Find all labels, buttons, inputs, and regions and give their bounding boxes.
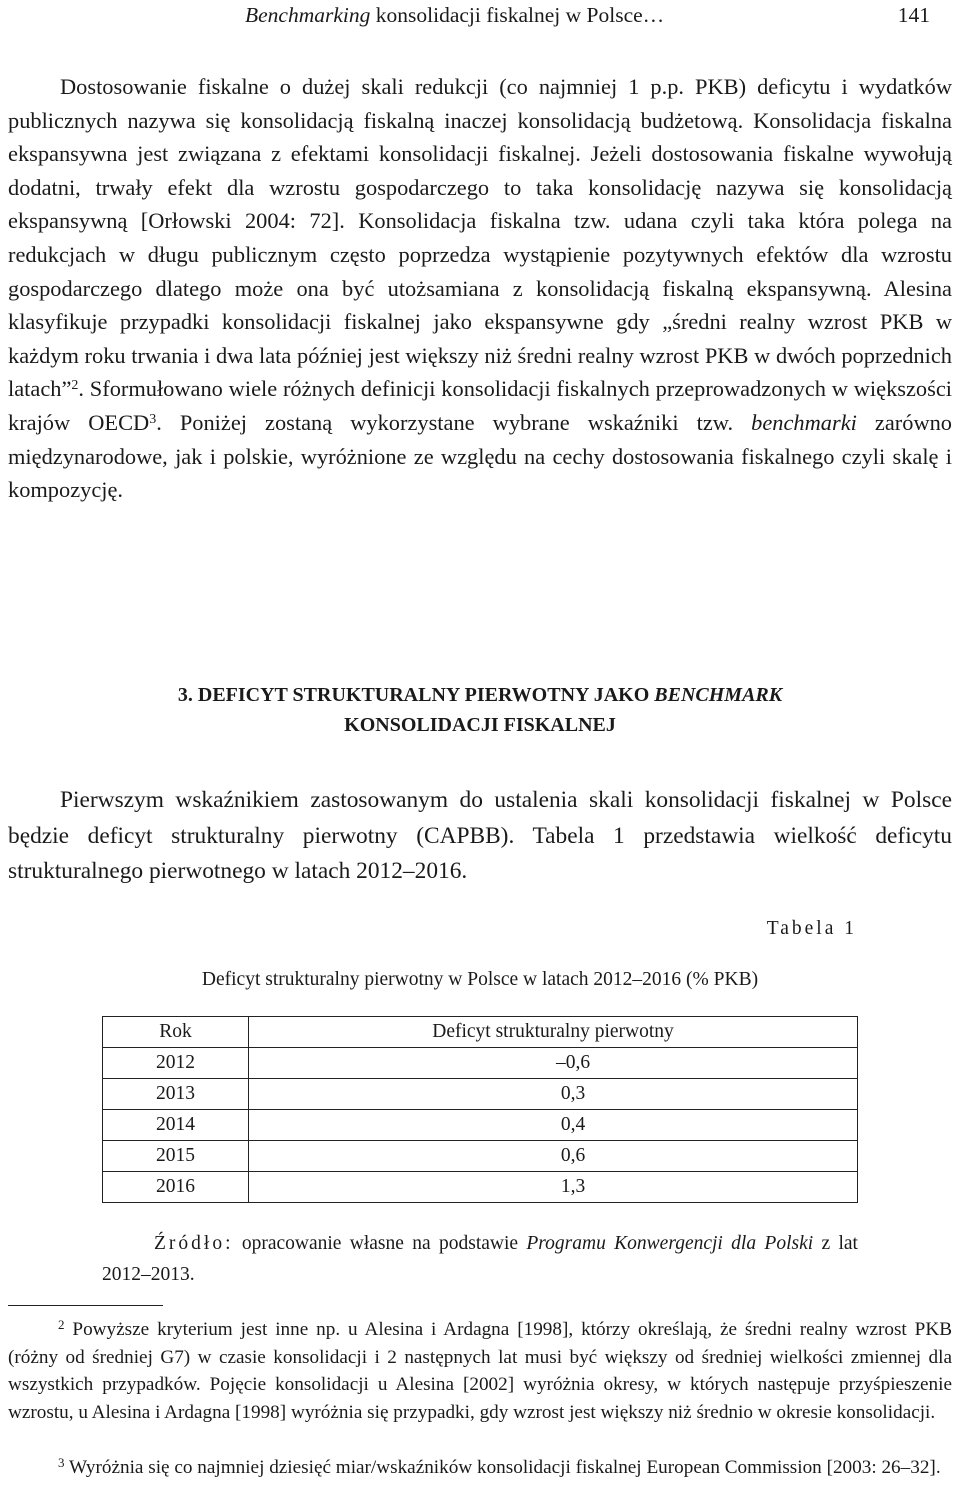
table-cell-year: 2016 (103, 1172, 249, 1203)
footnote-text: Wyróżnia się co najmniej dziesięć miar/wskaźników konsolidacji fiskalnej European Commission [2003: 26–32]. (64, 1457, 941, 1478)
paragraph1-part4: . Sformułowano wiele różnych definicji konsolidacji fiskalnych przeprowadzonych w większości krajów OECD (8, 376, 952, 435)
section-heading-line1 (0, 680, 960, 710)
section-heading-prefix: 3. DEFICYT STRUKTURALNY PIERWOTNY JAKO (177, 684, 655, 706)
table-row (103, 1172, 858, 1203)
footnote-mark: 2 (58, 1317, 65, 1332)
running-header (245, 2, 950, 28)
table-cell-value: 0,4 (249, 1110, 858, 1141)
paragraph1-part2: Jeżeli dostosowania fiskalne wywołują dodatni, trwały efekt dla wzrostu gospodarczego to taka konsolidację nazywa się konsolidacją ekspansywną [Orłowski 2004: 72]. Konsolidacja fiskalna tzw. udana czyli taka która polega na redukcjach w długu publicznym często poprzedza wystąpienie pozytywnych efektów dla wzrostu gospodarczego dlatego może ona być utożsamiana z konsolidacją fiskalną ekspansywną. (8, 141, 952, 301)
section-heading (0, 680, 960, 740)
table-header-row (103, 1017, 858, 1048)
body-paragraph-1 (8, 70, 952, 507)
table-row (103, 1110, 858, 1141)
body-paragraph-2: Pierwszym wskaźnikiem zastosowanym do ustalenia skali konsolidacji fiskalnej w Polsce będzie deficyt strukturalny pierwotny (CAPBB). Tabela 1 przedstawia wielkość deficytu strukturalnego pierwotnego w latach 2012–2016. (8, 787, 952, 884)
table-caption: Deficyt strukturalny pierwotny w Polsce w latach 2012–2016 (% PKB) (201, 969, 759, 990)
table-cell-value: 0,3 (249, 1079, 858, 1110)
table-header-deficit: Deficyt strukturalny pierwotny (249, 1017, 858, 1048)
table-cell-year: 2013 (103, 1079, 249, 1110)
table-row (103, 1079, 858, 1110)
table-cell-value: 1,3 (249, 1172, 858, 1203)
table-cell-value: 0,6 (249, 1141, 858, 1172)
source-text-end: z lat 2012–2013. (102, 1233, 858, 1285)
source-italic: Programu Konwergencji dla Polski (526, 1233, 814, 1254)
header-title: konsolidacji fiskalnej w Polsce… (370, 3, 665, 27)
paragraph1-part3: Alesina klasyfikuje przypadki konsolidacji fiskalnej jako ekspansywne gdy „średni realny wzrost PKB w każdym roku trwania i dwa lata później jest większy niż średni realny wzrost PKB w dwóch poprzednich latach” (8, 275, 952, 402)
table-cell-year: 2014 (103, 1110, 249, 1141)
table-header-year: Rok (103, 1017, 249, 1048)
paragraph1-part6: zarówno międzynarodowe, jak i polskie, wyróżnione ze względu na cechy dostosowania fiskalnego czyli skalę i kompozycję. (8, 409, 953, 503)
footnote-divider (8, 1305, 163, 1306)
source-text: opracowanie własne na podstawie (233, 1233, 527, 1254)
footnote-mark: 3 (58, 1455, 65, 1470)
paragraph1-part1: Dostosowanie fiskalne o dużej skali redukcji (co najmniej 1 p.p. PKB) deficytu i wydatków publicznych nazywa się konsolidacją fiskalną inaczej konsolidacją budżetową. Konsolidacja fiskalna ekspansywna jest związana z efektami konsolidacji fiskalnej. (8, 74, 952, 167)
paragraph1-part5: . Poniżej zostaną wykorzystane wybrane wskaźniki tzw. (156, 409, 752, 435)
table-source-note (102, 1228, 858, 1290)
header-title-italic: Benchmarking (245, 3, 371, 27)
table-label: Tabela 1 (766, 918, 857, 939)
source-label: Źródło: (154, 1233, 234, 1254)
table-cell-year: 2012 (103, 1048, 249, 1079)
footnote-text: Powyższe kryterium jest inne np. u Alesina i Ardagna [1998], którzy określają, że średni realny wzrost PKB (różny od średniej G7) w czasie konsolidacji i 2 następnych lat musi być większy od średniej wielkości zmiennej dla wszystkich przypadków. Pojęcie konsolidacji u Alesina [2002] wyróżnia okresy, w których następuje przyśpieszenie wzrostu, u Alesina i Ardagna [1998] wyróżnia się przypadki, gdy wzrost jest większy niż średnio w okresie konsolidacji. (8, 1319, 952, 1423)
section-heading-line2: KONSOLIDACJI FISKALNEJ (344, 714, 616, 736)
footnote-ref-2[interactable]: 2 (71, 378, 79, 394)
paragraph1-italic-term: benchmarki (751, 409, 857, 435)
table-row (103, 1048, 858, 1079)
footnote-ref-3[interactable]: 3 (149, 411, 157, 427)
table-row (103, 1141, 858, 1172)
table-cell-value: –0,6 (249, 1048, 858, 1079)
section-heading-italic: BENCHMARK (654, 684, 783, 706)
deficit-table (102, 1016, 858, 1203)
footnote-2 (8, 1316, 952, 1426)
footnote-3 (8, 1454, 952, 1482)
page-number: 141 (897, 3, 930, 27)
table-cell-year: 2015 (103, 1141, 249, 1172)
